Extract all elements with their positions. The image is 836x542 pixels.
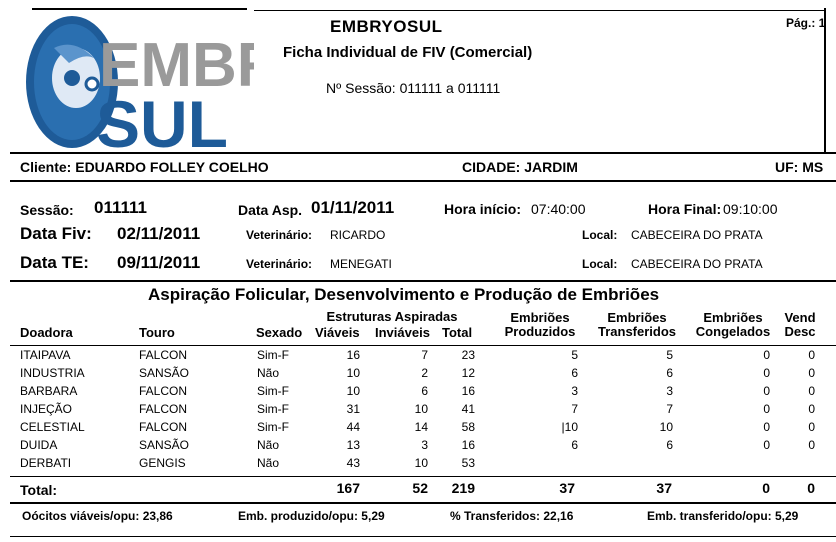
cell-touro: SANSÃO [139,438,190,452]
group-header: Estruturas Aspiradas [326,309,458,324]
local2-value: CABECEIRA DO PRATA [631,257,763,271]
cell-touro: FALCON [139,420,188,434]
col-doadora: Doadora [20,325,73,340]
cell-vend: 0 [808,420,815,434]
data-te-label: Data TE: [20,253,89,272]
cell-transferidos: 6 [666,438,673,452]
cell-vend: 0 [808,366,815,380]
cell-transferidos: 10 [659,420,673,434]
cell-doadora: BARBARA [20,384,78,398]
cell-vend: 0 [808,348,815,362]
cell-transferidos: 6 [666,366,673,380]
cell-total: 12 [461,366,475,380]
total-total: 219 [451,480,475,496]
client-city: CIDADE: JARDIM [462,159,578,175]
cell-total: 53 [461,456,475,470]
cell-congelados: 0 [763,402,770,416]
cell-produzidos: 5 [571,348,578,362]
cell-viaveis: 13 [346,438,360,452]
total-inviaveis: 52 [412,480,428,496]
data-asp-value: 01/11/2011 [311,198,395,217]
cell-viaveis: 43 [346,456,360,470]
cell-inviaveis: 6 [421,384,428,398]
divider [10,536,836,537]
col-inviaveis: Inviáveis [375,325,430,340]
cell-congelados: 0 [763,366,770,380]
page-number: Pág.: 1 [786,16,826,30]
cell-touro: GENGIS [139,456,186,470]
stat-emb-produzido: Emb. produzido/opu: 5,29 [238,509,385,523]
cell-doadora: ITAIPAVA [20,348,71,362]
hora-inicio-label: Hora início: [444,201,522,217]
client-name: Cliente: EDUARDO FOLLEY COELHO [20,159,269,175]
hora-final-label: Hora Final: [648,201,722,217]
total-produzidos: 37 [559,480,575,496]
cell-transferidos: 3 [666,384,673,398]
cell-doadora: CELESTIAL [20,420,85,434]
svg-text:SUL: SUL [96,87,228,152]
session-range: Nº Sessão: 011111 a 011111 [326,80,501,96]
cell-vend: 0 [808,402,815,416]
col-vend-desc: Vend Desc [784,310,816,339]
cell-produzidos: 7 [571,402,578,416]
hora-inicio-value: 07:40:00 [531,201,586,217]
col-transferidos: Embriões Transferidos [597,310,677,339]
cell-vend: 0 [808,438,815,452]
col-produzidos: Embriões Produzidos [504,310,576,339]
col-total: Total [442,325,473,340]
header-top-rule [254,10,824,11]
cell-viaveis: 16 [346,348,360,362]
cell-sexado: Sim-F [257,420,289,434]
cell-inviaveis: 14 [414,420,428,434]
cell-total: 23 [461,348,475,362]
divider [10,502,836,504]
cell-total: 16 [461,384,475,398]
local1-value: CABECEIRA DO PRATA [631,228,763,242]
cell-sexado: Não [257,456,280,470]
cell-congelados: 0 [763,348,770,362]
cell-vend: 0 [808,384,815,398]
cell-doadora: DERBATI [20,456,72,470]
company-logo [14,8,254,152]
data-fiv-value: 02/11/2011 [117,224,201,243]
cell-congelados: 0 [763,384,770,398]
totals-label: Total: [20,482,58,498]
vet1-value: RICARDO [330,228,386,242]
vet2-label: Veterinário: [246,257,313,271]
cell-touro: SANSÃO [139,366,190,380]
cell-produzidos: 6 [571,438,578,452]
divider [10,280,836,282]
cell-viaveis: 10 [346,384,360,398]
cell-produzidos: 3 [571,384,578,398]
cell-congelados: 0 [763,420,770,434]
total-congelados: 0 [762,480,770,496]
cell-total: 41 [461,402,475,416]
sessao-label: Sessão: [20,202,74,218]
cell-total: 16 [461,438,475,452]
cell-touro: FALCON [139,348,188,362]
data-fiv-label: Data Fiv: [20,224,92,243]
company-name: EMBRYOSUL [330,17,443,36]
cell-congelados: 0 [763,438,770,452]
cell-inviaveis: 2 [421,366,428,380]
section-title: Aspiração Folicular, Desenvolvimento e Produção de Embriões [148,285,660,304]
col-congelados: Embriões Congelados [695,310,771,339]
stat-transferidos: % Transferidos: 22,16 [450,509,574,523]
total-transferidos: 37 [656,480,672,496]
stat-emb-transferido: Emb. transferido/opu: 5,29 [647,509,799,523]
hora-final-value: 09:10:00 [723,201,778,217]
cell-sexado: Sim-F [257,348,289,362]
cell-transferidos: 7 [666,402,673,416]
cell-inviaveis: 7 [421,348,428,362]
vet1-label: Veterinário: [246,228,313,242]
stat-oocitos: Oócitos viáveis/opu: 23,86 [22,509,173,523]
cell-sexado: Sim-F [257,402,289,416]
total-viaveis: 167 [336,480,360,496]
col-viaveis: Viáveis [315,325,360,340]
divider [10,180,836,182]
divider [10,152,836,154]
svg-text:EMBRYO: EMB [99,31,237,100]
cell-viaveis: 31 [346,402,360,416]
cell-produzidos: 6 [571,366,578,380]
divider [10,476,836,477]
cell-doadora: INDUSTRIA [20,366,85,380]
cell-transferidos: 5 [666,348,673,362]
col-touro: Touro [139,325,175,340]
cell-produzidos: |10 [561,420,578,434]
sessao-value: 011111 [94,198,147,217]
divider [10,345,836,346]
cell-sexado: Sim-F [257,384,289,398]
cell-viaveis: 44 [346,420,360,434]
cell-doadora: DUIDA [20,438,58,452]
cell-inviaveis: 10 [414,456,428,470]
cell-inviaveis: 3 [421,438,428,452]
total-vend: 0 [807,480,815,496]
cell-total: 58 [461,420,475,434]
col-sexado: Sexado [256,325,303,340]
report-title: Ficha Individual de FIV (Comercial) [283,44,533,61]
vet2-value: MENEGATI [330,257,392,271]
data-te-value: 09/11/2011 [117,253,201,272]
cell-sexado: Não [257,366,280,380]
data-asp-label: Data Asp. [238,202,303,218]
cell-inviaveis: 10 [414,402,428,416]
cell-sexado: Não [257,438,280,452]
cell-doadora: INJEÇÃO [20,402,73,416]
client-uf: UF: MS [775,159,824,175]
local2-label: Local: [582,257,618,271]
cell-touro: FALCON [139,402,188,416]
cell-viaveis: 10 [346,366,360,380]
local1-label: Local: [582,228,618,242]
cell-touro: FALCON [139,384,188,398]
